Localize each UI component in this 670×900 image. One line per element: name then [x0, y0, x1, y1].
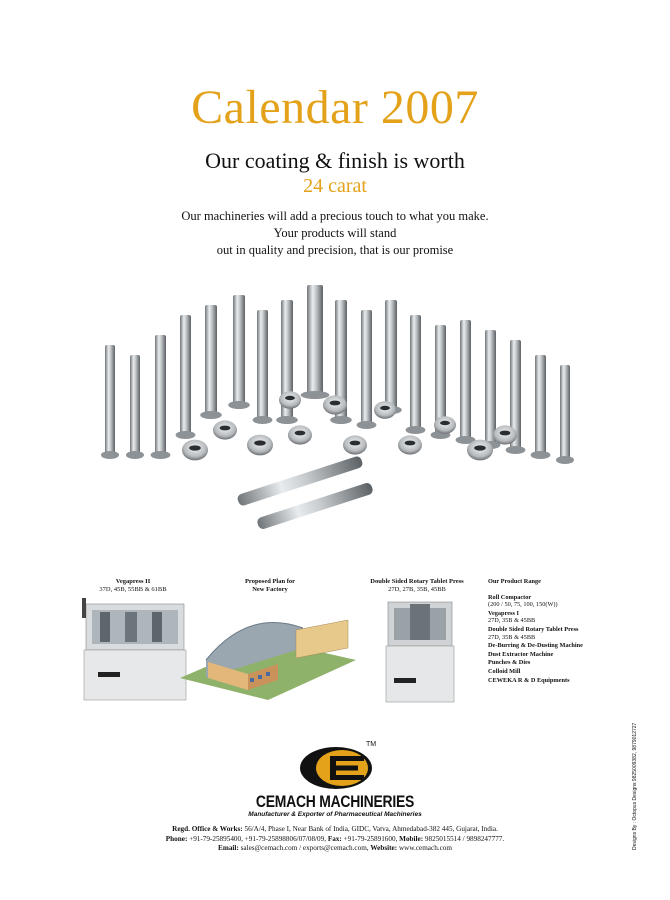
punch-head-shape: [531, 451, 551, 459]
cemach-logo-icon: [296, 743, 376, 793]
plan-line1: Proposed Plan for: [244, 578, 296, 585]
phone-line: [0, 835, 670, 845]
design-credit: Designs By : Octopus Designs 9825009382, 9879012727: [632, 722, 638, 850]
email-line: [0, 844, 670, 854]
punch-shape: [385, 300, 397, 410]
punch-shape: [105, 345, 115, 455]
fax-label: Fax:: [327, 834, 342, 843]
brand-name: CEMACH MACHINERIES: [255, 792, 415, 811]
punch-head-shape: [330, 416, 352, 424]
tagline: [0, 208, 670, 259]
punch-head-shape: [176, 431, 196, 439]
website-url: www.cemach.com: [398, 844, 452, 852]
phone-numbers: +91-79-25895400, +91-79-25898806/07/08/09,: [189, 834, 327, 843]
email-label: Email:: [218, 844, 239, 852]
punch-head-shape: [126, 451, 144, 459]
email-addresses: sales@cemach.com / exports@cemach.com,: [240, 844, 369, 852]
mobile-label: Mobile:: [399, 834, 424, 843]
range-item: Double Sided Rotary Tablet Press: [488, 625, 579, 633]
vegapress-models: 37D, 45B, 55BB & 61BB: [99, 586, 167, 593]
phone-label: Phone:: [165, 834, 188, 843]
vegapress-caption: [78, 578, 188, 594]
dsr-caption: [362, 578, 472, 594]
calendar-title: Calendar 2007: [191, 81, 479, 134]
punch-shape: [560, 365, 570, 460]
punch-head-shape: [301, 391, 330, 399]
die-bore-shape: [405, 441, 416, 446]
plan-caption: [220, 578, 320, 594]
punch-shape: [180, 315, 191, 435]
website-label: Website:: [370, 844, 398, 852]
range-item: De-Burring & De-Dusting Machine: [488, 642, 583, 650]
punch-head-shape: [200, 411, 222, 419]
die-bore-shape: [500, 431, 511, 436]
punch-shape: [233, 295, 245, 405]
address-line: [0, 825, 670, 835]
fax-number: +91-79-25891600,: [343, 834, 398, 843]
vegapress-machine-photo: [80, 594, 190, 704]
range-item-sub: 27D, 35B & 45BB: [488, 633, 536, 641]
die-bore-shape: [350, 441, 361, 446]
die-bore-shape: [285, 396, 295, 400]
die-bore-shape: [474, 445, 486, 450]
product-range: [488, 578, 618, 684]
office-label: Regd. Office & Works:: [172, 825, 243, 833]
range-item: Roll Compactor: [488, 593, 532, 601]
die-bore-shape: [254, 440, 266, 445]
mobile-numbers: 9825015514 / 9898247777.: [424, 834, 505, 843]
die-bore-shape: [295, 431, 306, 436]
punch-head-shape: [228, 401, 250, 409]
die-bore-shape: [220, 426, 231, 431]
carat-line: 24 carat: [303, 175, 367, 197]
range-item: CEWEKA R & D Equipments: [488, 676, 570, 684]
punch-shape: [130, 355, 140, 455]
punch-shape: [460, 320, 471, 440]
punch-shape: [485, 330, 496, 445]
punch-head-shape: [406, 426, 426, 434]
punch-head-shape: [357, 421, 377, 429]
punch-head-shape: [276, 416, 298, 424]
range-item-sub: (200 / 50, 75, 100, 150(W)): [488, 601, 558, 609]
punch-shape: [535, 355, 546, 455]
factory-plan-illustration: [178, 600, 358, 700]
dsr-title: Double Sided Rotary Tablet Press: [370, 578, 464, 585]
punches-dies-photo: [85, 285, 595, 530]
range-item-sub: 27D, 35B & 45BB: [488, 617, 536, 625]
die-bore-shape: [380, 406, 390, 410]
punch-shape: [155, 335, 166, 455]
brand-tagline: Manufacturer & Exporter of Pharmaceutical Machineries: [248, 811, 422, 818]
headline: Our coating & finish is worth: [205, 148, 465, 173]
die-bore-shape: [330, 401, 341, 406]
tagline-line: Your products will stand: [273, 226, 397, 240]
vegapress-title: Vegapress II: [115, 578, 151, 585]
tagline-line: out in quality and precision, that is our promise: [216, 243, 454, 257]
range-item: Dust Extractor Machine: [488, 650, 554, 658]
punch-head-shape: [506, 446, 526, 454]
punch-head-shape: [101, 451, 119, 459]
punch-shape: [257, 310, 268, 420]
contact-block: [0, 825, 670, 854]
die-bore-shape: [440, 421, 450, 425]
punch-head-shape: [151, 451, 171, 459]
punch-shape: [307, 285, 323, 395]
punch-shape: [361, 310, 372, 425]
plan-line2: New Factory: [252, 586, 288, 593]
trademark-mark: TM: [366, 741, 377, 748]
punch-shape: [410, 315, 421, 430]
range-item: Vegapress I: [488, 609, 519, 617]
die-bore-shape: [189, 445, 201, 450]
dsr-models: 27D, 27B, 35B, 45BB: [388, 586, 446, 593]
punch-head-shape: [253, 416, 273, 424]
range-item: Punches & Dies: [488, 659, 531, 667]
tagline-line: Our machineries will add a precious touch to what you make.: [181, 209, 489, 223]
product-range-heading: Our Product Range: [488, 578, 541, 585]
dsr-machine-photo: [380, 600, 460, 705]
range-item: Colloid Mill: [488, 667, 521, 675]
punch-shape: [205, 305, 217, 415]
punch-head-shape: [556, 456, 574, 464]
office-address: 56/A/4, Phase I, Near Bank of India, GIDC, Vatva, Ahmedabad-382 445, Gujarat, India.: [244, 825, 498, 833]
